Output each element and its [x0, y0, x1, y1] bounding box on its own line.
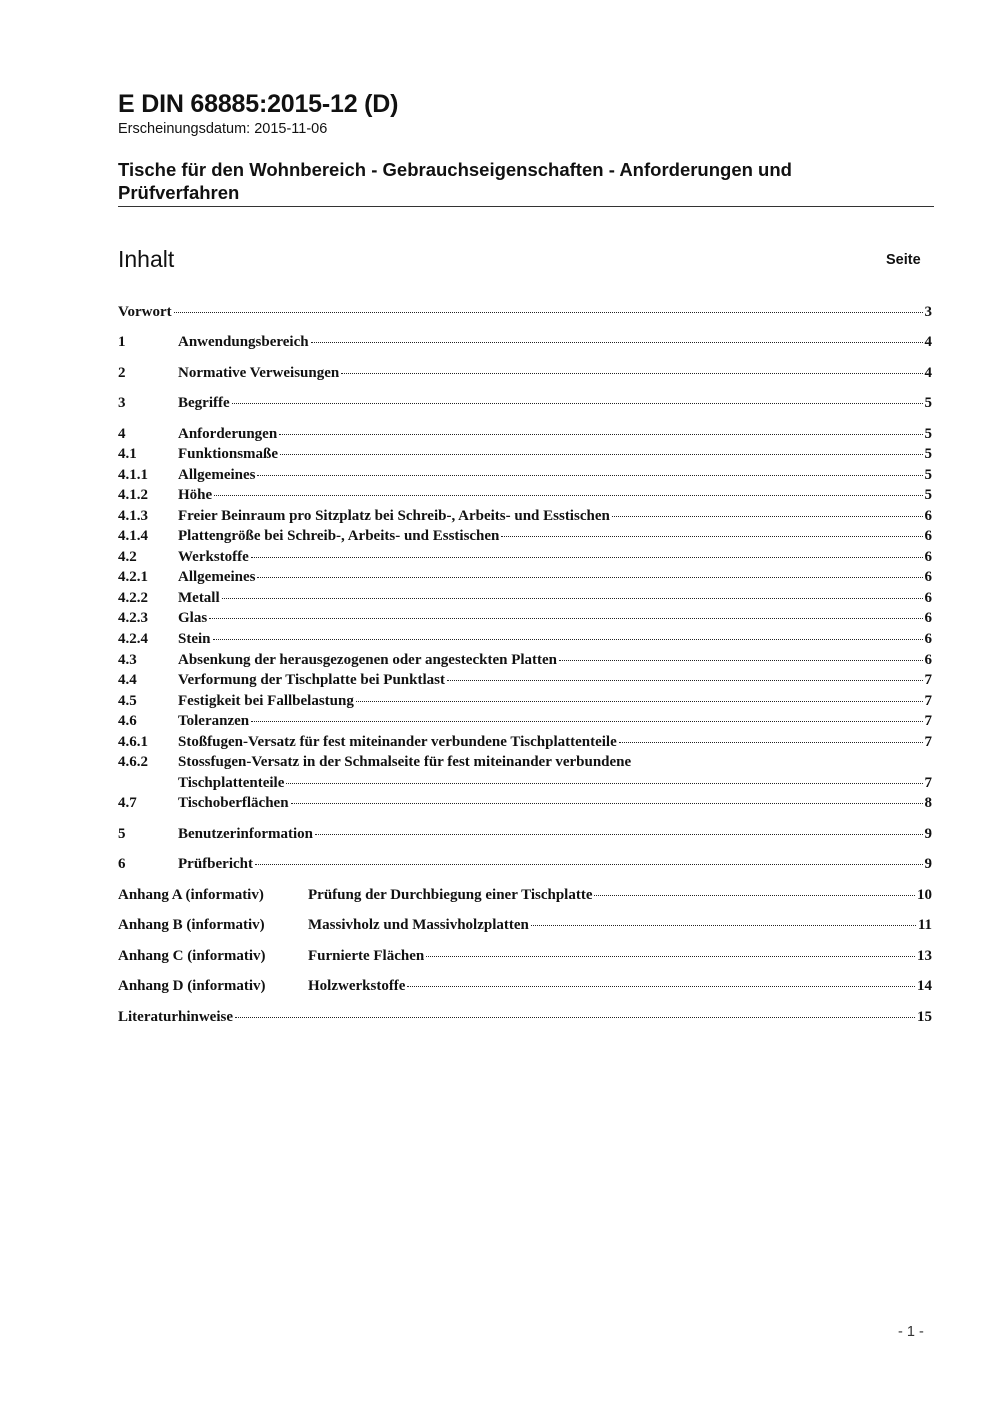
toc-entry-number: 4.2.2	[118, 590, 148, 606]
toc-entry-page: 3	[924, 304, 932, 320]
dot-leader	[232, 403, 923, 404]
dot-leader	[214, 495, 922, 496]
toc-entry-page: 6	[924, 590, 932, 606]
dot-leader	[619, 742, 923, 743]
toc-entry[interactable]	[118, 304, 932, 321]
page-column-label: Seite	[886, 252, 921, 268]
toc-entry-number: 4.6.1	[118, 734, 148, 750]
toc-entry-title: Anforderungen	[178, 426, 278, 442]
toc-entry-number: 3	[118, 395, 126, 411]
dot-leader	[213, 639, 923, 640]
toc-entry[interactable]	[118, 395, 932, 412]
toc-entry[interactable]	[118, 590, 932, 607]
toc-entry-title: Benutzerinformation	[178, 826, 313, 842]
toc-entry-title: Metall	[178, 590, 220, 606]
toc-entry-number: 4.2	[118, 549, 137, 565]
toc-entry[interactable]	[118, 610, 932, 627]
toc-entry[interactable]	[118, 856, 932, 873]
toc-entry-page: 10	[917, 887, 932, 903]
toc-entry-page: 7	[924, 713, 932, 729]
toc-entry-page: 6	[924, 508, 932, 524]
toc-entry[interactable]	[118, 508, 932, 525]
toc-entry-title: Tischplattenteile	[178, 775, 285, 791]
toc-entry-page: 5	[924, 395, 932, 411]
toc-entry[interactable]	[118, 795, 932, 812]
dot-leader	[251, 557, 923, 558]
toc-entry-page: 6	[924, 528, 932, 544]
dot-leader	[341, 373, 922, 374]
toc-entry-page: 9	[924, 826, 932, 842]
toc-entry-title: Begriffe	[178, 395, 230, 411]
dot-leader	[257, 475, 922, 476]
toc-entry[interactable]	[118, 426, 932, 443]
toc-entry-number: 4.1	[118, 446, 137, 462]
dot-leader	[594, 895, 915, 896]
toc-entry-page: 7	[924, 734, 932, 750]
dot-leader	[559, 660, 922, 661]
toc-entry-number: 4.2.4	[118, 631, 148, 647]
toc-entry-number: 6	[118, 856, 126, 872]
toc-entry-number: Anhang C (informativ)	[118, 948, 266, 964]
toc-entry-page: 7	[924, 693, 932, 709]
dot-leader	[356, 701, 923, 702]
toc-entry-title: Stein	[178, 631, 211, 647]
toc-entry-page: 5	[924, 467, 932, 483]
toc-entry-title: Literaturhinweise	[118, 1009, 233, 1025]
toc-entry-page: 8	[924, 795, 932, 811]
toc-entry-title: Stoßfugen-Versatz für fest miteinander verbundene Tischplattenteile	[178, 734, 617, 750]
toc-entry-page: 6	[924, 652, 932, 668]
toc-entry-number: 4.3	[118, 652, 137, 668]
toc-entry-title: Plattengröße bei Schreib-, Arbeits- und Esstischen	[178, 528, 500, 544]
toc-entry-number: 4	[118, 426, 126, 442]
toc-entry-number: 4.2.3	[118, 610, 148, 626]
toc-entry-number: 4.1.2	[118, 487, 148, 503]
toc-entry-title: Prüfbericht	[178, 856, 253, 872]
doc-id: E DIN 68885:2015-12 (D)	[118, 90, 399, 118]
dot-leader	[255, 864, 923, 865]
toc-entry[interactable]	[118, 887, 932, 904]
toc-entry-number: Anhang D (informativ)	[118, 978, 266, 994]
toc-entry-title: Toleranzen	[178, 713, 250, 729]
toc-entry-title: Verformung der Tischplatte bei Punktlast	[178, 672, 445, 688]
toc-entry-page: 5	[924, 487, 932, 503]
toc-entry-number: 4.5	[118, 693, 137, 709]
dot-leader	[315, 834, 923, 835]
toc-entry-page: 5	[924, 426, 932, 442]
toc-entry[interactable]	[118, 948, 932, 965]
toc-entry[interactable]	[118, 693, 932, 710]
toc-entry-title: Massivholz und Massivholzplatten	[308, 917, 529, 933]
toc-entry-title: Furnierte Flächen	[308, 948, 425, 964]
toc-entry-page: 13	[917, 948, 932, 964]
dot-leader	[174, 312, 923, 313]
toc-entry-title: Festigkeit bei Fallbelastung	[178, 693, 354, 709]
toc-entry-title: Allgemeines	[178, 569, 256, 585]
toc-heading: Inhalt	[118, 246, 175, 272]
toc-entry-number: 2	[118, 365, 126, 381]
toc-entry[interactable]	[118, 569, 932, 586]
toc-entry-number	[118, 775, 178, 792]
toc-entry[interactable]	[118, 734, 932, 751]
dot-leader	[257, 577, 922, 578]
toc-entry-number: Anhang B (informativ)	[118, 917, 265, 933]
page-number: - 1 -	[898, 1324, 924, 1340]
toc-entry-title: Absenkung der herausgezogenen oder angesteckten Platten	[178, 652, 558, 668]
toc-entry-number: 4.7	[118, 795, 137, 811]
toc-entry-page: 5	[924, 446, 932, 462]
toc-entry[interactable]	[118, 826, 932, 843]
dot-leader	[426, 956, 915, 957]
toc-entry[interactable]	[118, 528, 932, 545]
toc-entry-page: 6	[924, 610, 932, 626]
dot-leader	[447, 680, 923, 681]
dot-leader	[501, 536, 922, 537]
toc-entry-page: 4	[924, 365, 932, 381]
toc-entry[interactable]	[118, 365, 932, 382]
toc-entry-title: Vorwort	[118, 304, 172, 320]
toc-entry-number: 4.6.2	[118, 754, 148, 770]
toc-entry-number: 4.2.1	[118, 569, 148, 585]
toc-entry-title: Funktionsmaße	[178, 446, 279, 462]
dot-leader	[222, 598, 923, 599]
toc-entry[interactable]	[118, 1009, 932, 1026]
toc-entry[interactable]	[118, 917, 932, 934]
dot-leader	[612, 516, 923, 517]
toc-entry[interactable]	[118, 446, 932, 463]
doc-title: Tische für den Wohnbereich - Gebrauchseigenschaften - Anforderungen und Prüfverfahren	[118, 159, 792, 203]
toc-entry-number: 4.6	[118, 713, 137, 729]
toc-entry-title: Allgemeines	[178, 467, 256, 483]
toc-entry-title: Glas	[178, 610, 208, 626]
toc-entry-number: 4.1.3	[118, 508, 148, 524]
toc-entry-title-line: Stossfugen-Versatz in der Schmalseite für fest miteinander verbundene	[178, 754, 632, 770]
toc-entry-page: 6	[924, 631, 932, 647]
toc-entry[interactable]	[118, 713, 932, 730]
toc-entry-title: Prüfung der Durchbiegung einer Tischplatte	[308, 887, 593, 903]
toc-entry-page: 9	[924, 856, 932, 872]
toc-entry-page: 4	[924, 334, 932, 350]
toc-entry[interactable]	[118, 672, 932, 689]
toc-entry[interactable]	[118, 775, 932, 792]
toc-entry-number: 4.4	[118, 672, 137, 688]
toc-entry-number: 5	[118, 826, 126, 842]
dot-leader	[311, 342, 923, 343]
toc-entry[interactable]	[118, 978, 932, 995]
toc-entry-title: Werkstoffe	[178, 549, 249, 565]
dot-leader	[280, 454, 922, 455]
toc-entry-page: 15	[917, 1009, 932, 1025]
toc-entry-number: 1	[118, 334, 126, 350]
publication-date: Erscheinungsdatum: 2015-11-06	[118, 121, 328, 137]
toc-entry-page: 14	[917, 978, 932, 994]
dot-leader	[531, 925, 916, 926]
toc-entry[interactable]	[118, 631, 932, 648]
dot-leader	[286, 783, 922, 784]
dot-leader	[209, 618, 922, 619]
toc-entry-page: 11	[917, 917, 932, 933]
toc-entry-title: Holzwerkstoffe	[308, 978, 406, 994]
toc-entry-title: Normative Verweisungen	[178, 365, 340, 381]
toc-entry[interactable]	[118, 487, 932, 504]
toc-entry[interactable]	[118, 467, 932, 484]
toc-entry-title: Anwendungsbereich	[178, 334, 309, 350]
toc-entry-page: 6	[924, 569, 932, 585]
toc-entry-page: 7	[924, 775, 932, 791]
dot-leader	[291, 803, 923, 804]
toc-entry[interactable]	[118, 334, 932, 351]
toc-entry-number: 4.1.4	[118, 528, 148, 544]
toc-entry-title: Tischoberflächen	[178, 795, 289, 811]
toc-entry-title: Freier Beinraum pro Sitzplatz bei Schreib-, Arbeits- und Esstischen	[178, 508, 610, 524]
toc-entry-number: 4.1.1	[118, 467, 148, 483]
dot-leader	[279, 434, 922, 435]
dot-leader	[251, 721, 922, 722]
toc-entry-page: 6	[924, 549, 932, 565]
toc-entry-number: Anhang A (informativ)	[118, 887, 264, 903]
toc-entry-title: Höhe	[178, 487, 213, 503]
toc-entry[interactable]	[118, 652, 932, 669]
toc-entry[interactable]	[118, 549, 932, 566]
toc-entry-page: 7	[924, 672, 932, 688]
dot-leader	[235, 1017, 915, 1018]
title-divider	[118, 206, 934, 207]
dot-leader	[407, 986, 915, 987]
